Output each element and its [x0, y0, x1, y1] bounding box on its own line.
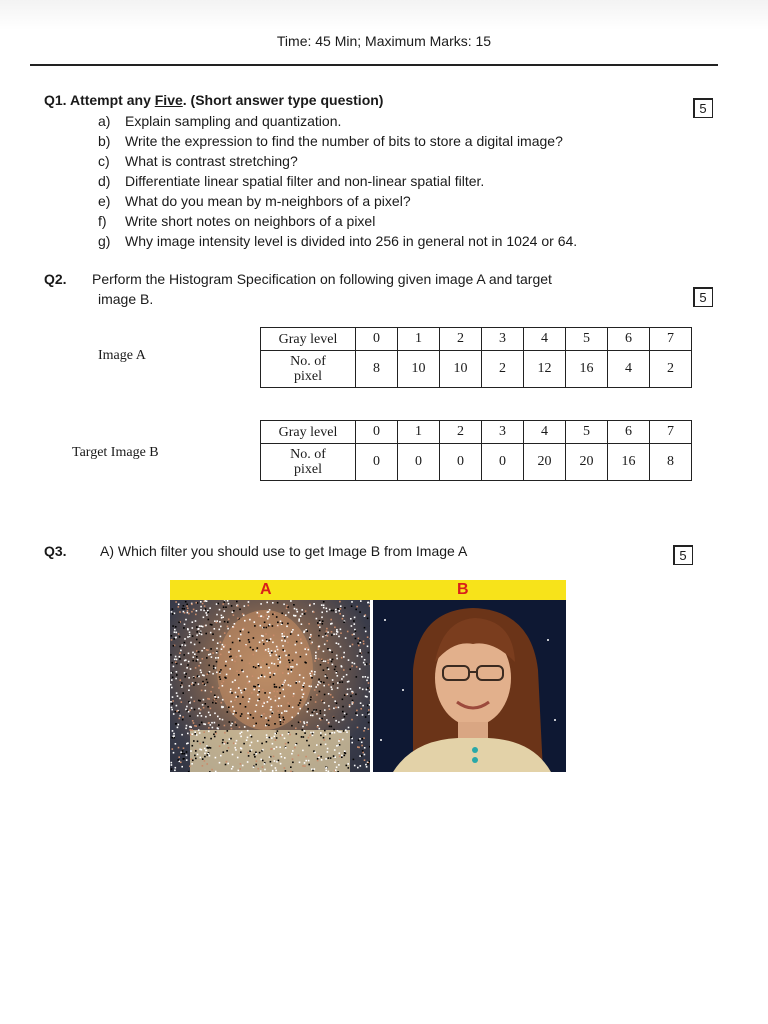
table-cell: 0	[398, 444, 440, 481]
table-cell: 0	[482, 444, 524, 481]
table-cell: 6	[608, 421, 650, 444]
image-a-label: Image A	[98, 348, 146, 363]
image-a-histogram-table	[260, 327, 692, 388]
gray-level-header: Gray level	[261, 328, 356, 351]
table-cell: 5	[566, 421, 608, 444]
table-row	[261, 444, 692, 481]
table-cell: 2	[440, 328, 482, 351]
target-image-b-label: Target Image B	[72, 445, 159, 460]
table-cell: 7	[650, 421, 692, 444]
q1-item-label: c)	[98, 153, 110, 169]
q1-item-text: What is contrast stretching?	[125, 153, 298, 169]
table-cell: 6	[608, 328, 650, 351]
q1-marks-box: 5	[693, 98, 713, 118]
filtered-portrait-image	[373, 600, 566, 772]
q1-instruction-post: . (Short answer type question)	[182, 92, 384, 108]
table-cell: 3	[482, 328, 524, 351]
q1-item-label: a)	[98, 113, 111, 129]
q3-marks-box: 5	[673, 545, 693, 565]
table-cell: 5	[566, 328, 608, 351]
q1-instruction-underlined: Five	[154, 92, 183, 108]
q1-item-label: e)	[98, 193, 111, 209]
q1-item	[98, 111, 577, 131]
table-cell: 20	[524, 444, 566, 481]
q1-item-label: f)	[98, 213, 107, 229]
q1-heading	[44, 92, 383, 108]
q1-item	[98, 211, 577, 231]
q1-item	[98, 151, 577, 171]
table-cell: 2	[440, 421, 482, 444]
q1-instruction-pre: Attempt any	[69, 92, 155, 108]
q1-item-label: g)	[98, 233, 111, 249]
q1-item-text: Why image intensity level is divided into 256 in general not in 1024 or 64.	[125, 233, 578, 249]
q1-item-text: Explain sampling and quantization.	[125, 113, 342, 129]
gray-level-header: Gray level	[261, 421, 356, 444]
table-cell: 3	[482, 421, 524, 444]
pixel-count-header-line1: No. of	[290, 354, 326, 369]
table-cell: 4	[524, 421, 566, 444]
q1-item-text: Write the expression to find the number of bits to store a digital image?	[125, 133, 563, 149]
q1-item-label: d)	[98, 173, 111, 189]
header-rule	[30, 64, 718, 66]
table-cell: 0	[356, 444, 398, 481]
table-cell: 16	[566, 351, 608, 388]
table-cell: 0	[356, 421, 398, 444]
table-cell: 1	[398, 328, 440, 351]
portrait-illustration	[373, 600, 566, 772]
table-cell: 7	[650, 328, 692, 351]
top-shadow	[0, 0, 768, 30]
table-cell: 2	[482, 351, 524, 388]
q3-number: Q3.	[44, 543, 67, 559]
q1-item	[98, 131, 577, 151]
q3-text: A) Which filter you should use to get Image B from Image A	[100, 543, 468, 559]
q2-text-line2: image B.	[98, 291, 154, 307]
q2-number: Q2.	[44, 271, 67, 287]
pixel-count-header-line2: pixel	[294, 369, 322, 384]
table-cell: 12	[524, 351, 566, 388]
q1-item-label: b)	[98, 133, 111, 149]
pixel-count-header	[261, 351, 356, 388]
q1-item-text: Differentiate linear spatial filter and non-linear spatial filter.	[125, 173, 485, 189]
salt-pepper-noise-image	[170, 600, 370, 772]
q1-item	[98, 231, 577, 251]
q1-item	[98, 191, 577, 211]
pixel-count-header	[261, 444, 356, 481]
q2-marks-box: 5	[693, 287, 713, 307]
table-row	[261, 328, 692, 351]
table-row	[261, 351, 692, 388]
figure-label-bar	[170, 580, 566, 600]
filter-comparison-figure	[170, 580, 566, 772]
table-cell: 16	[608, 444, 650, 481]
table-cell: 20	[566, 444, 608, 481]
table-cell: 2	[650, 351, 692, 388]
table-cell: 0	[356, 328, 398, 351]
table-cell: 0	[440, 444, 482, 481]
table-cell: 10	[398, 351, 440, 388]
q2-text-line1: Perform the Histogram Specification on following given image A and target	[92, 271, 552, 287]
table-cell: 4	[608, 351, 650, 388]
figure-label-b: B	[457, 581, 469, 598]
image-b-histogram-table	[260, 420, 692, 481]
q1-item	[98, 171, 577, 191]
q1-number: Q1.	[44, 92, 67, 108]
table-cell: 10	[440, 351, 482, 388]
q1-item-list	[98, 111, 577, 251]
table-cell: 8	[356, 351, 398, 388]
table-cell: 1	[398, 421, 440, 444]
pixel-count-header-line1: No. of	[290, 447, 326, 462]
table-cell: 4	[524, 328, 566, 351]
table-cell: 8	[650, 444, 692, 481]
q1-item-text: Write short notes on neighbors of a pixel	[125, 213, 376, 229]
figure-label-a: A	[260, 581, 272, 598]
q1-item-text: What do you mean by m-neighbors of a pixel?	[125, 193, 411, 209]
table-row	[261, 421, 692, 444]
noisy-portrait-image	[170, 600, 370, 772]
time-marks-header: Time: 45 Min; Maximum Marks: 15	[276, 33, 492, 49]
pixel-count-header-line2: pixel	[294, 462, 322, 477]
